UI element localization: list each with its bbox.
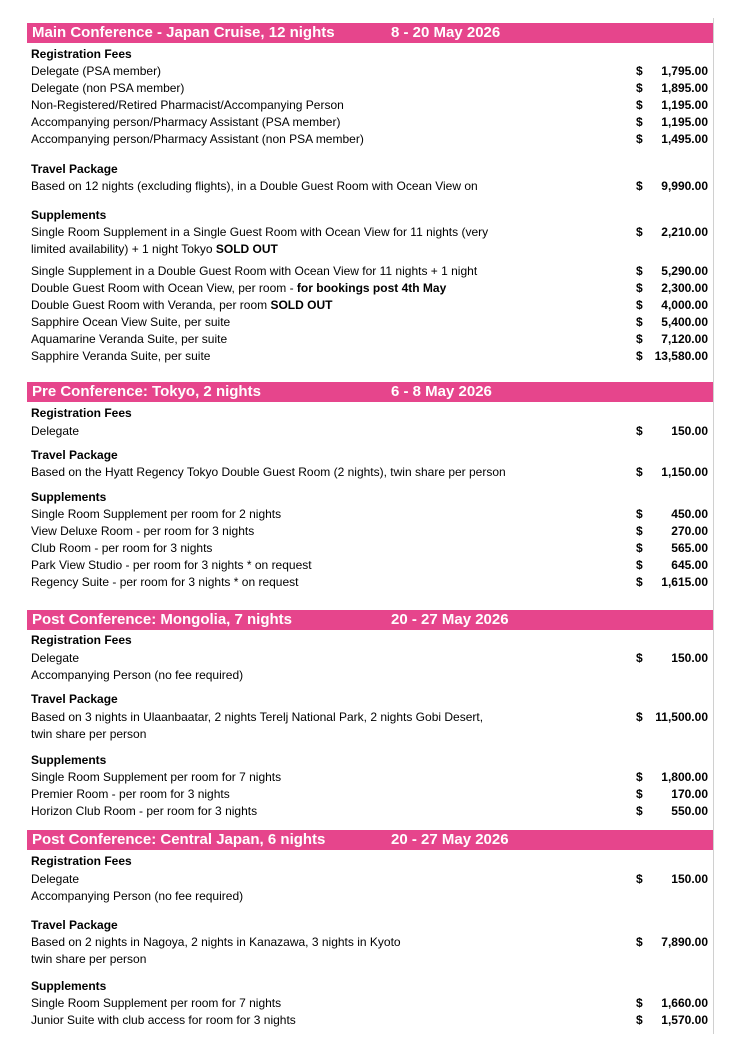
registration-heading: Registration Fees xyxy=(31,406,132,420)
fee-label: Delegate (PSA member) xyxy=(31,64,162,78)
travel-label-cont: twin share per person xyxy=(31,952,147,966)
travel-heading: Travel Package xyxy=(31,692,118,706)
registration-heading: Registration Fees xyxy=(31,47,132,61)
section-date: 8 - 20 May 2026 xyxy=(391,24,501,41)
fee-label: Delegate xyxy=(31,872,80,886)
section-date: 6 - 8 May 2026 xyxy=(391,383,492,400)
travel-label: Based on the Hyatt Regency Tokyo Double Guest Room (2 nights), twin share per person xyxy=(31,465,506,479)
supplement-label-cont: limited availability) + 1 night Tokyo SOLD OUT xyxy=(31,242,278,256)
supplement-label: Single Room Supplement in a Single Guest Room with Ocean View for 11 nights (very xyxy=(31,225,489,239)
section-header-post-conference-mongolia xyxy=(27,610,713,630)
fee-label: Accompanying Person (no fee required) xyxy=(31,889,244,903)
fee-label: Accompanying person/Pharmacy Assistant (PSA member) xyxy=(31,115,341,129)
table-right-border xyxy=(713,18,714,1034)
supplement-label: View Deluxe Room - per room for 3 nights xyxy=(31,524,255,538)
section-title: Main Conference - Japan Cruise, 12 nights xyxy=(32,24,335,41)
section-date: 20 - 27 May 2026 xyxy=(391,831,509,848)
fee-label: Delegate xyxy=(31,424,80,438)
section-title: Post Conference: Mongolia, 7 nights xyxy=(32,611,293,628)
supplement-label: Premier Room - per room for 3 nights xyxy=(31,787,230,801)
sold-out-note: SOLD OUT xyxy=(215,242,278,256)
booking-note: for bookings post 4th May xyxy=(296,281,447,295)
travel-label: Based on 12 nights (excluding flights), in a Double Guest Room with Ocean View on xyxy=(31,179,478,193)
travel-label: Based on 2 nights in Nagoya, 2 nights in Kanazawa, 3 nights in Kyoto xyxy=(31,935,401,949)
price-list-document: Main Conference - Japan Cruise, 12 nights 8 - 20 May 2026 Registration Fees Delegate (PSA member) $ 1,795.00 Delegate (non PSA member) $ 1,895.00 Non-Registered/Retired Pharmacist/Accompanying Person $ 1,195.00 Accompanying person/Pharmacy Assistant (PSA member) $ 1,195.00 Accompanying person/Pharmacy Assistant (non PSA member) $ 1,495.00 Travel Package Based on 12 nights (excluding flights), in a Double Guest Room with Ocean View on $ 9,990.00 Supplements Single Room Supplement in a Single Guest Room with Ocean View for 11 nights (very limited availability) + 1 night Tokyo SOLD OUT $ 2,210.00 Single Supplement in a Double Guest Room with Ocean View for 11 nights + 1 night $ 5,290.00 Double Guest Room with Ocean View, per room - for bookings post 4th May $ 2,300.00 Double Guest Room with Veranda, per room SOLD OUT $ 4,000.00 Sapphire Ocean View Suite, per suite $ 5,400.00 Aquamarine Veranda Suite, per suite $ 7,120.00 Sapphire Veranda Suite, per suite $ 13,580.00 Pre Conference: Tokyo, 2 nights 6 - 8 May 2026 Registration Fees Delegate $ 150.00 Travel Package Based on the Hyatt Regency Tokyo Double Guest Room (2 nights), twin share per person $ 1,150.00 Supplements Single Room Supplement per room for 2 nights $ 450.00 View Deluxe Room - per room for 3 nights $ 270.00 Club Room - per room for 3 nights $ 565.00 Park View Studio - per room for 3 nights * on request $ 645.00 Regency Suite - per room for 3 nights * on request $ 1,615.00 Post Conference: Mongolia, 7 nights 20 - 27 May 2026 Registration Fees Delegate $ 150.00 Accompanying Person (no fee required) Travel Package Based on 3 nights in Ulaanbaatar, 2 nights Terelj National Park, 2 nights Gobi Desert, twin share per person $ 11,500.00 Supplements Single Room Supplement per room for 7 nights $ 1,800.00 Premier Room - per room for 3 nights $ 170.00 Horizon Club Room - per room for 3 nights $ 550.00 Post Conference: Central Japan, 6 nights 20 - 27 May 2026 Registration Fees Delegate $ 150.00 Accompanying Person (no fee required) Travel Package Based on 2 nights in Nagoya, 2 nights in Kanazawa, 3 nights in Kyoto twin share per person $ 7,890.00 Supplements Single Room Supplement per room for 7 nights $ 1,660.00 Junior Suite with club access for room for 3 nights $ 1,570.00 xyxy=(0,0,739,1046)
supplement-label: Single Room Supplement per room for 7 nights xyxy=(31,770,282,784)
supplements-heading: Supplements xyxy=(31,208,107,222)
supplement-label: Club Room - per room for 3 nights xyxy=(31,541,213,555)
travel-label-cont: twin share per person xyxy=(31,727,147,741)
travel-heading: Travel Package xyxy=(31,448,118,462)
supplements-heading: Supplements xyxy=(31,979,107,993)
supplement-label: Regency Suite - per room for 3 nights * on request xyxy=(31,575,299,589)
supplement-label: Sapphire Ocean View Suite, per suite xyxy=(31,315,231,329)
supplements-heading: Supplements xyxy=(31,753,107,767)
supplement-label: Double Guest Room with Ocean View, per room - for bookings post 4th May xyxy=(31,281,447,295)
fee-label: Non-Registered/Retired Pharmacist/Accompanying Person xyxy=(31,98,344,112)
section-title: Pre Conference: Tokyo, 2 nights xyxy=(32,383,261,400)
supplement-label: Single Supplement in a Double Guest Room with Ocean View for 11 nights + 1 night xyxy=(31,264,478,278)
supplements-heading: Supplements xyxy=(31,490,107,504)
fee-label: Accompanying person/Pharmacy Assistant (non PSA member) xyxy=(31,132,364,146)
registration-heading: Registration Fees xyxy=(31,633,132,647)
travel-label: Based on 3 nights in Ulaanbaatar, 2 nights Terelj National Park, 2 nights Gobi Desert, xyxy=(31,710,484,724)
travel-heading: Travel Package xyxy=(31,162,118,176)
fee-label: Delegate (non PSA member) xyxy=(31,81,185,95)
supplement-label: Double Guest Room with Veranda, per room SOLD OUT xyxy=(31,298,333,312)
section-date: 20 - 27 May 2026 xyxy=(391,611,509,628)
section-header-main-conference xyxy=(27,23,713,43)
supplement-label: Horizon Club Room - per room for 3 nights xyxy=(31,804,258,818)
registration-heading: Registration Fees xyxy=(31,854,132,868)
fee-label: Delegate xyxy=(31,651,80,665)
supplement-label: Sapphire Veranda Suite, per suite xyxy=(31,349,211,363)
supplement-label: Single Room Supplement per room for 7 nights xyxy=(31,996,282,1010)
sold-out-note: SOLD OUT xyxy=(270,298,333,312)
supplement-label: Aquamarine Veranda Suite, per suite xyxy=(31,332,228,346)
supplement-label: Single Room Supplement per room for 2 nights xyxy=(31,507,282,521)
section-header-pre-conference-tokyo xyxy=(27,382,713,402)
section-header-post-conference-central-japan xyxy=(27,830,713,850)
supplement-label: Junior Suite with club access for room for 3 nights xyxy=(31,1013,296,1027)
fee-label: Accompanying Person (no fee required) xyxy=(31,668,244,682)
section-title: Post Conference: Central Japan, 6 nights xyxy=(32,831,326,848)
supplement-label: Park View Studio - per room for 3 nights * on request xyxy=(31,558,312,572)
travel-heading: Travel Package xyxy=(31,918,118,932)
